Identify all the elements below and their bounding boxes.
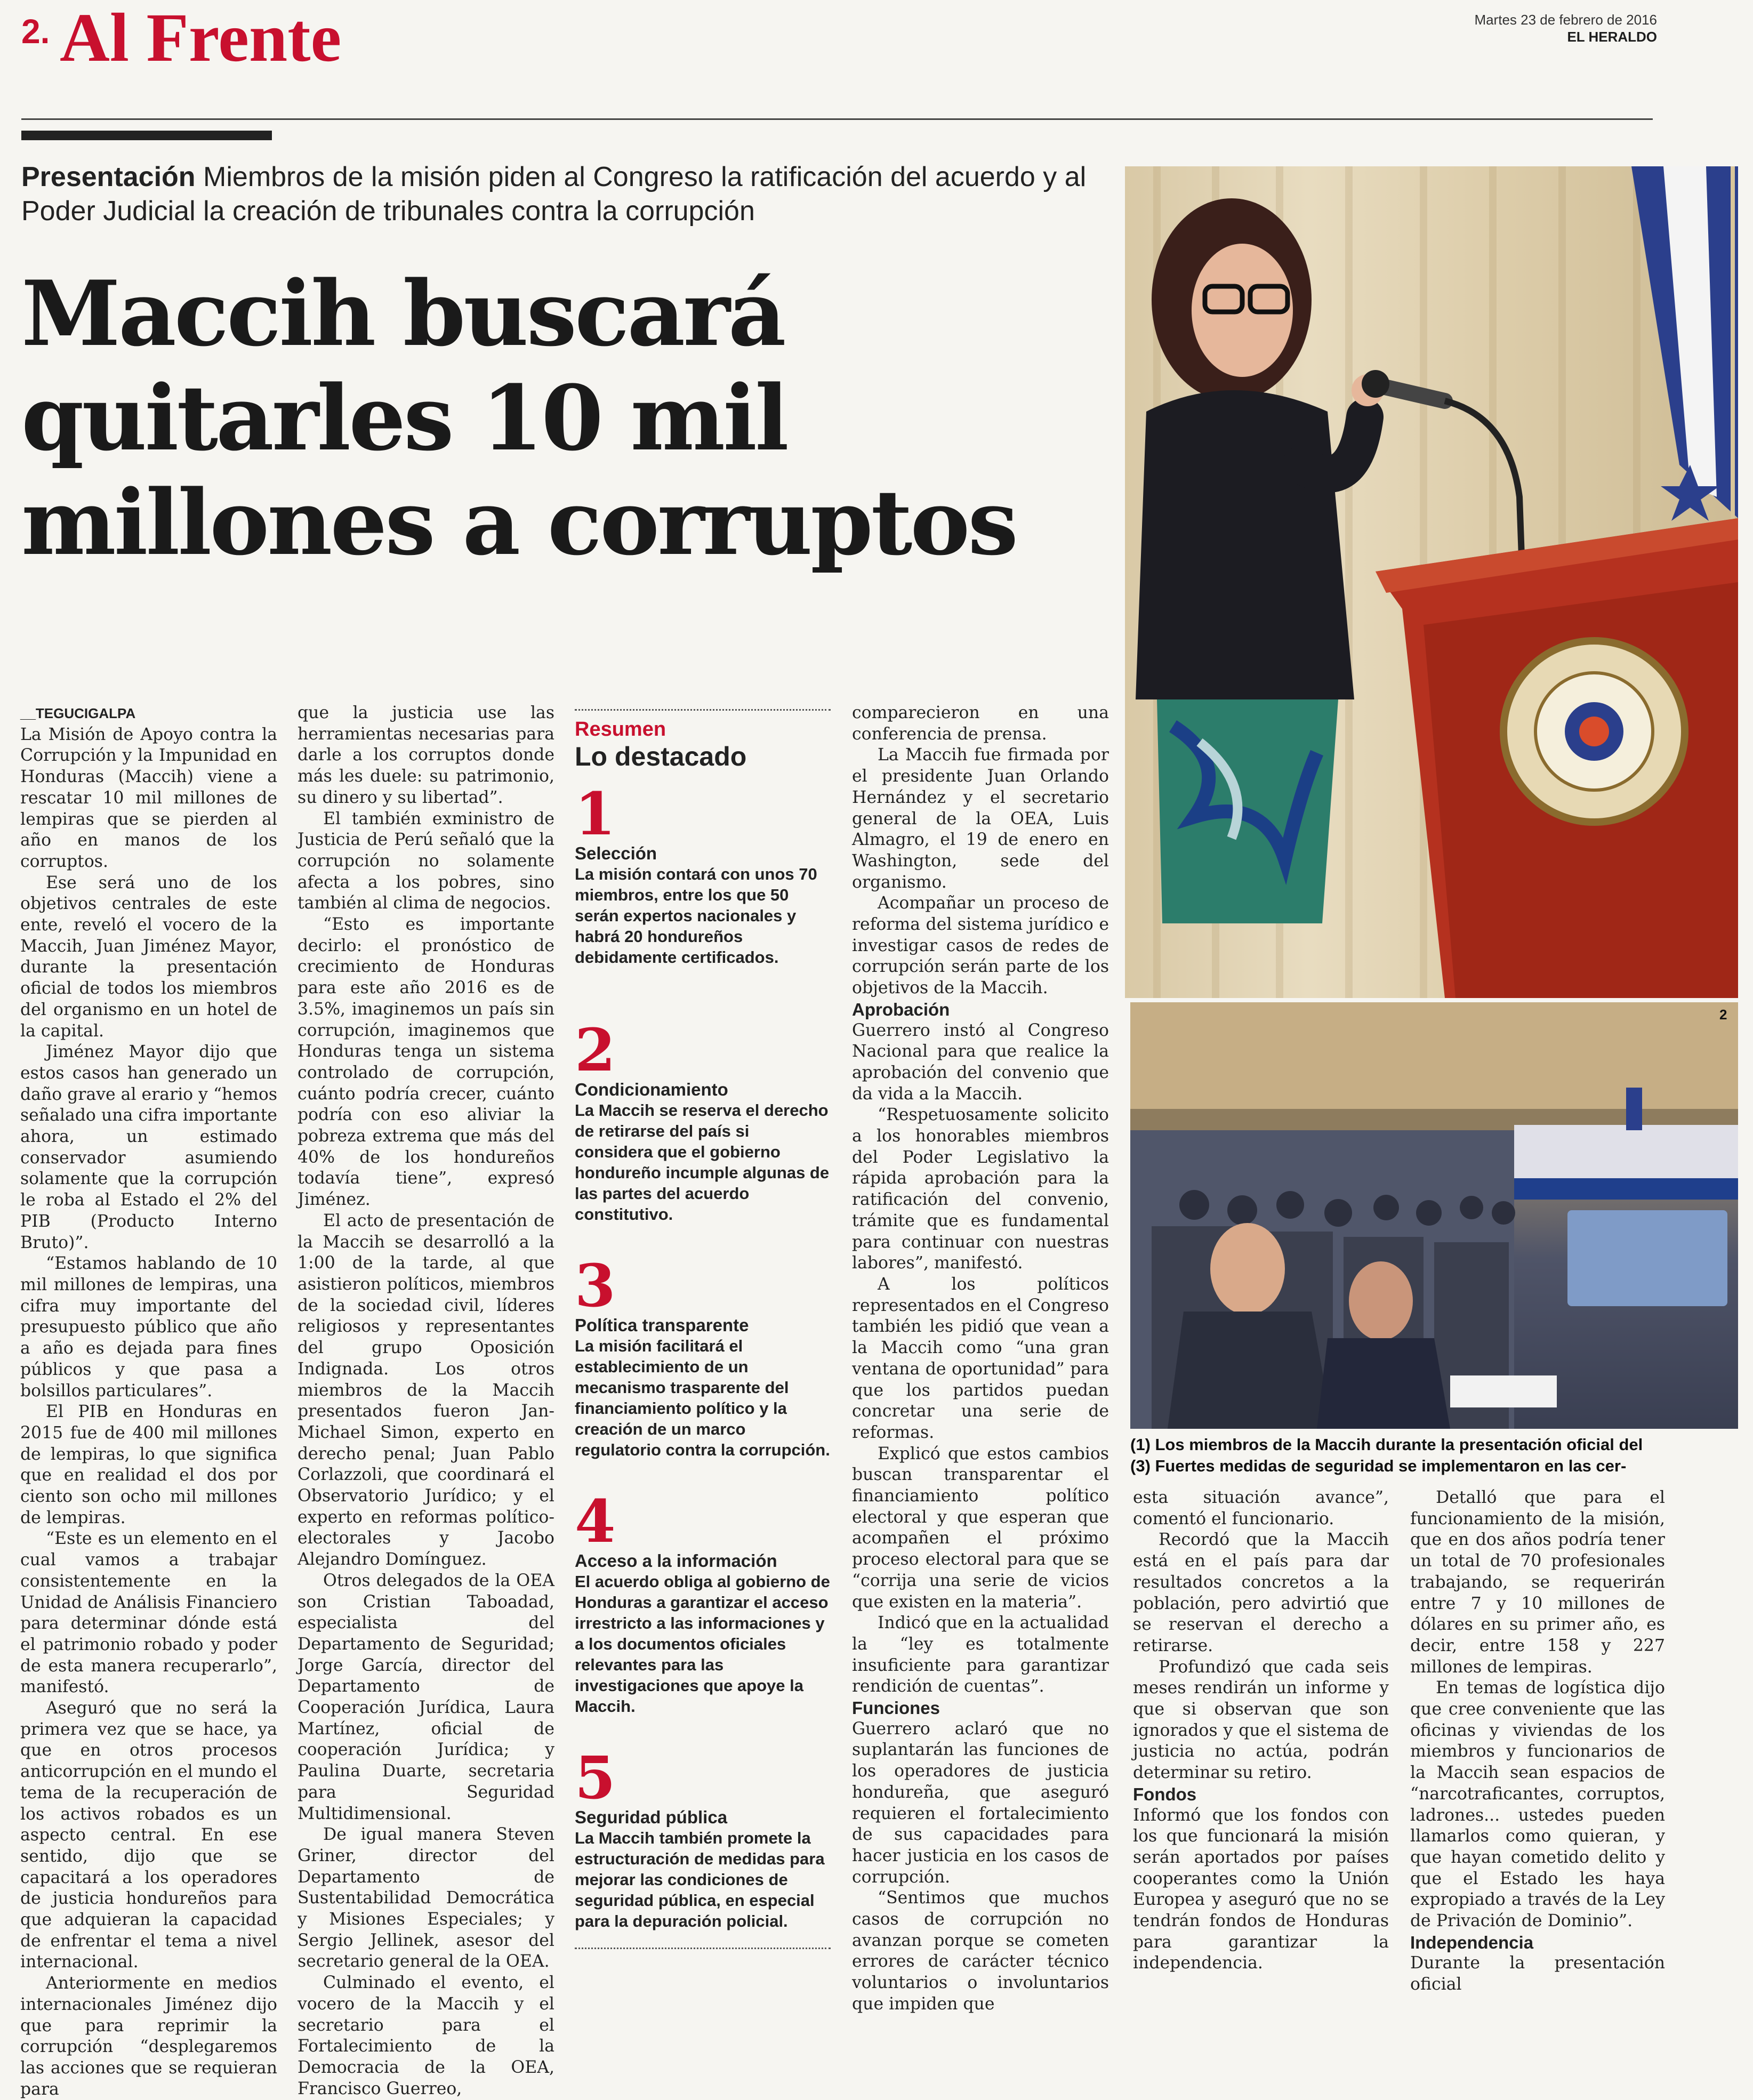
paragraph: Otros delegados de la OEA son Cristian Taboadad, especialista del Departamento de Seguridad; Jorge García, director del Departamento de Cooperación Jurídica, Laura Martínez, oficial de cooperación Jurídica; y Paulina Duarte, secretaria para Seguridad Multidimensional.	[297, 1571, 554, 1823]
photo-audience	[1130, 1002, 1738, 1429]
paragraph: Guerrero instó al Congreso Nacional para que realice la aprobación del convenio que da vida a la Maccih.	[852, 1020, 1109, 1104]
summary-item	[575, 779, 831, 968]
summary-number: 3	[575, 1251, 616, 1320]
sidebar-title: Lo destacado	[575, 742, 747, 771]
summary-item	[575, 1487, 831, 1717]
article-column-2	[297, 703, 554, 2099]
summary-item-title: Política transparente	[575, 1315, 749, 1335]
headline: Maccih buscará quitarles 10 mil millones a corruptos	[21, 261, 1016, 575]
audience-illustration	[1130, 1002, 1738, 1429]
paragraph: Profundizó que cada seis meses rendirán un informe y que si observan que son ignorados y que el sistema de justicia no actúa, podrán determinar su retiro.	[1133, 1657, 1389, 1783]
summary-item-text: La Maccih se reserva el derecho de retirarse del país si considera que el gobierno hondureño incumple algunas de las partes del acuerdo constitutivo.	[575, 1101, 830, 1224]
paragraph: Aseguró que no será la primera vez que se hace, ya que en otros procesos anticorrupción en el mundo el tema de la recuperación de los activos robados es un aspecto central. En ese sentido, dijo que se capacitará a los operadores de justicia hondureños para que adquieran la capacidad de enfrentar el tema a nivel internacional.	[20, 1699, 277, 1972]
summary-item-title: Selección	[575, 843, 657, 863]
sidebar-top-rule	[575, 709, 831, 711]
photo-captions	[1130, 1434, 1749, 1477]
section-name: Al Frente	[60, 0, 342, 76]
paragraph: La Maccih fue firmada por el presidente Juan Orlando Hernández y el secretario general de la OEA, Luis Almagro, el 19 de enero en Washington, sede del organismo.	[852, 745, 1109, 892]
paragraph: Culminado el evento, el vocero de la Maccih y el secretario para el Fortalecimiento de la Democracia de la OEA, Francisco Guerreo,	[297, 1973, 554, 2098]
paragraph: Detalló que para el funcionamiento de la misión, que en dos años podría tener un total de 70 profesionales trabajando, se requerirán entre 7 y 10 millones de dólares en su primer año, es decir, entre 158 y 227 millones de lempiras.	[1410, 1488, 1665, 1677]
summary-item	[575, 1251, 831, 1460]
paragraph: Recordó que la Maccih está en el país para dar resultados concretos a la población, pero advirtió que se reservan el derecho a retirarse.	[1133, 1530, 1389, 1655]
kicker-text: Miembros de la misión piden al Congreso la ratificación del acuerdo y al Poder Judicial la creación de tribunales contra la corrupción	[21, 162, 1087, 227]
summary-item-text: La misión facilitará el establecimiento de un mecanismo trasparente del financiamiento político y la creación de un marco regulatorio contra la corrupción.	[575, 1337, 830, 1459]
paragraph: El también exministro de Justicia de Perú señaló que la corrupción no solamente afecta a los pobres, sino también al clima de negocios.	[297, 809, 554, 913]
kicker	[21, 160, 1109, 228]
summary-number: 5	[575, 1743, 616, 1812]
summary-number: 4	[575, 1487, 616, 1556]
paragraph: En temas de logística dijo que cree conveniente que las oficinas y viviendas de los miembros y funcionarios de la Maccih sean espacios de “narcotraficantes, corruptos, ladrones... ustedes pueden llamarlos como quieran, y que hayan cometido delito y que el Estado les haya expropiado a través de la Ley de Privación de Dominio”.	[1410, 1678, 1665, 1931]
summary-number: 1	[575, 779, 616, 848]
paragraph: De igual manera Steven Griner, director del Departamento de Sustentabilidad Democrática y Misiones Especiales; y Sergio Jellinek, asesor del secretario general de la OEA.	[297, 1825, 554, 1972]
paragraph: Ese será uno de los objetivos centrales de este ente, reveló el vocero de la Maccih, Juan Jiménez Mayor, durante la presentación oficial de todos los miembros del organismo en un hotel de la capital.	[20, 873, 277, 1041]
summary-item	[575, 1016, 831, 1225]
summary-item	[575, 1743, 831, 1932]
section-number: 2.	[21, 12, 50, 51]
paragraph: “Respetuosamente solicito a los honorables miembros del Poder Legislativo la rápida aprobación para la ratificación del convenio, trámite que es fundamental para continuar con nuestras labores”, manifestó.	[852, 1105, 1109, 1273]
dateline: __TEGUCIGALPA	[20, 705, 136, 721]
article-column-6	[1410, 1487, 1665, 1996]
summary-item-title: Acceso a la información	[575, 1551, 777, 1571]
article-column-1	[20, 703, 277, 2100]
paragraph: Indicó que en la actualidad la “ley es totalmente insuficiente para garantizar rendición de cuentas”.	[852, 1613, 1109, 1696]
paragraph: El acto de presentación de la Maccih se desarrolló a la 1:00 de la tarde, al que asistieron políticos, miembros de la sociedad civil, líderes religiosos y representantes del grupo Oposición Indignada. Los otros miembros de la Maccih presentados fueron Jan-Michael Simon, experto en derecho penal; Juan Pablo Corlazzoli, que coordinará el Observatorio Jurídico; y el experto en reformas político-electorales y Jacobo Alejandro Domínguez.	[297, 1211, 554, 1570]
section-bar	[21, 131, 272, 140]
paragraph: A los políticos representados en el Congreso también les pidió que vean a la Maccih como “una gran ventana de oportunidad” para que los partidos puedan concretar una serie de reformas.	[852, 1274, 1109, 1442]
summary-item-text: El acuerdo obliga al gobierno de Honduras a garantizar el acceso irrestricto a las informaciones y a los documentos oficiales relevantes para las investigaciones que apoye la Maccih.	[575, 1572, 830, 1716]
paragraph: comparecieron en una conferencia de prensa.	[852, 703, 1109, 744]
summary-sidebar	[575, 709, 831, 1949]
paragraph: Informó que los fondos con los que funcionará la misión serán aportados por países cooperantes como la Unión Europea y aseguró que no se tendrán fondos de Honduras para garantizar la independencia.	[1133, 1805, 1389, 1973]
photo-speaker-at-lectern	[1125, 166, 1738, 998]
article-column-5	[1133, 1487, 1389, 1974]
paragraph: esta situación avance”, comentó el funcionario.	[1133, 1488, 1389, 1528]
paragraph: Acompañar un proceso de reforma del sistema jurídico e investigar casos de redes de corrupción serán parte de los objetivos de la Maccih.	[852, 894, 1109, 998]
paragraph: La Misión de Apoyo contra la Corrupción y la Impunidad en Honduras (Maccih) viene a rescatar 10 mil millones de lempiras que se pierden al año en manos de los corruptos.	[20, 725, 277, 871]
caption-2: (3) Fuertes medidas de seguridad se implementaron en las cer-	[1130, 1457, 1627, 1475]
article-column-4	[852, 703, 1109, 2015]
paragraph: El PIB en Honduras en 2015 fue de 400 mil millones de lempiras, lo que significa que en realidad el dos por ciento son ocho mil millones de lempiras.	[20, 1402, 277, 1527]
summary-item-text: La Maccih también promete la estructuración de medidas para mejorar las condiciones de seguridad pública, en especial para la depuración policial.	[575, 1829, 825, 1930]
paragraph: “Este es un elemento en el cual vamos a trabajar consistentemente en la Unidad de Análisis Financiero para determinar dónde está el patrimonio robado y poder de esta manera recuperarlo”, manifestó.	[20, 1529, 277, 1697]
header-rule	[21, 118, 1653, 120]
subhead: Fondos	[1133, 1784, 1197, 1804]
summary-item-text: La misión contará con unos 70 miembros, entre los que 50 serán expertos nacionales y habrá 20 hondureños debidamente certificados.	[575, 865, 817, 967]
subhead: Funciones	[852, 1698, 940, 1718]
sidebar-label: Resumen	[575, 718, 666, 741]
paragraph: que la justicia use las herramientas necesarias para darle a los corruptos donde más les duele: su patrimonio, su dinero y su libertad”.	[297, 703, 554, 807]
paragraph: “Estamos hablando de 10 mil millones de lempiras, una cifra muy importante del presupuesto público que año a año es dejada para fines públicos y que pasa a bolsillos particulares”.	[20, 1254, 277, 1401]
paragraph: Jiménez Mayor dijo que estos casos han generado un daño grave al erario y “hemos señalado una cifra importante ahora, un estimado conservador asumiendo solamente que la corrupción le roba al Estado el 2% del PIB (Producto Interno Bruto)”.	[20, 1042, 277, 1252]
issue-date: Martes 23 de febrero de 2016	[1474, 12, 1657, 28]
paragraph: Explicó que estos cambios buscan transparentar el financiamiento político electoral y que esperan que acompañen el próximo proceso electoral para que se “corrija una serie de vicios que existen en la materia”.	[852, 1444, 1109, 1612]
summary-item-title: Condicionamiento	[575, 1080, 728, 1099]
photo-number-badge: 2	[1719, 1007, 1727, 1023]
newspaper-name: EL HERALDO	[1567, 29, 1657, 45]
subhead: Aprobación	[852, 999, 950, 1019]
subhead: Independencia	[1410, 1932, 1534, 1952]
paragraph: Durante la presentación oficial	[1410, 1953, 1665, 1994]
speaker-illustration	[1125, 166, 1738, 998]
kicker-label: Presentación	[21, 162, 196, 192]
caption-1: (1) Los miembros de la Maccih durante la presentación oficial del	[1130, 1435, 1643, 1454]
summary-number: 2	[575, 1016, 616, 1084]
summary-item-title: Seguridad pública	[575, 1807, 728, 1827]
paragraph: Guerrero aclaró que no suplantarán las funciones de los operadores de justicia hondureña, que aseguró requieren el fortalecimiento de sus capacidades para hacer justicia en los casos de corrupción.	[852, 1719, 1109, 1887]
sidebar-bottom-rule	[575, 1948, 831, 1949]
paragraph: “Esto es importante decirlo: el pronóstico de crecimiento de Honduras para este año 2016 es de 3.5%, imaginemos un país sin corrupción, imaginemos que Honduras tenga un sistema controlado de corrupción, cuánto podría crecer, cuánto podría con eso aliviar la pobreza extrema que más del 40% de los hondureños todavía tiene”, expresó Jiménez.	[297, 915, 554, 1210]
paragraph: “Sentimos que muchos casos de corrupción no avanzan porque se cometen errores de carácter técnico voluntarios o involuntarios que impiden que	[852, 1888, 1109, 2014]
paragraph: Anteriormente en medios internacionales Jiménez dijo que para reprimir la corrupción “desplegaremos las acciones que se requieran para	[20, 1974, 277, 2099]
